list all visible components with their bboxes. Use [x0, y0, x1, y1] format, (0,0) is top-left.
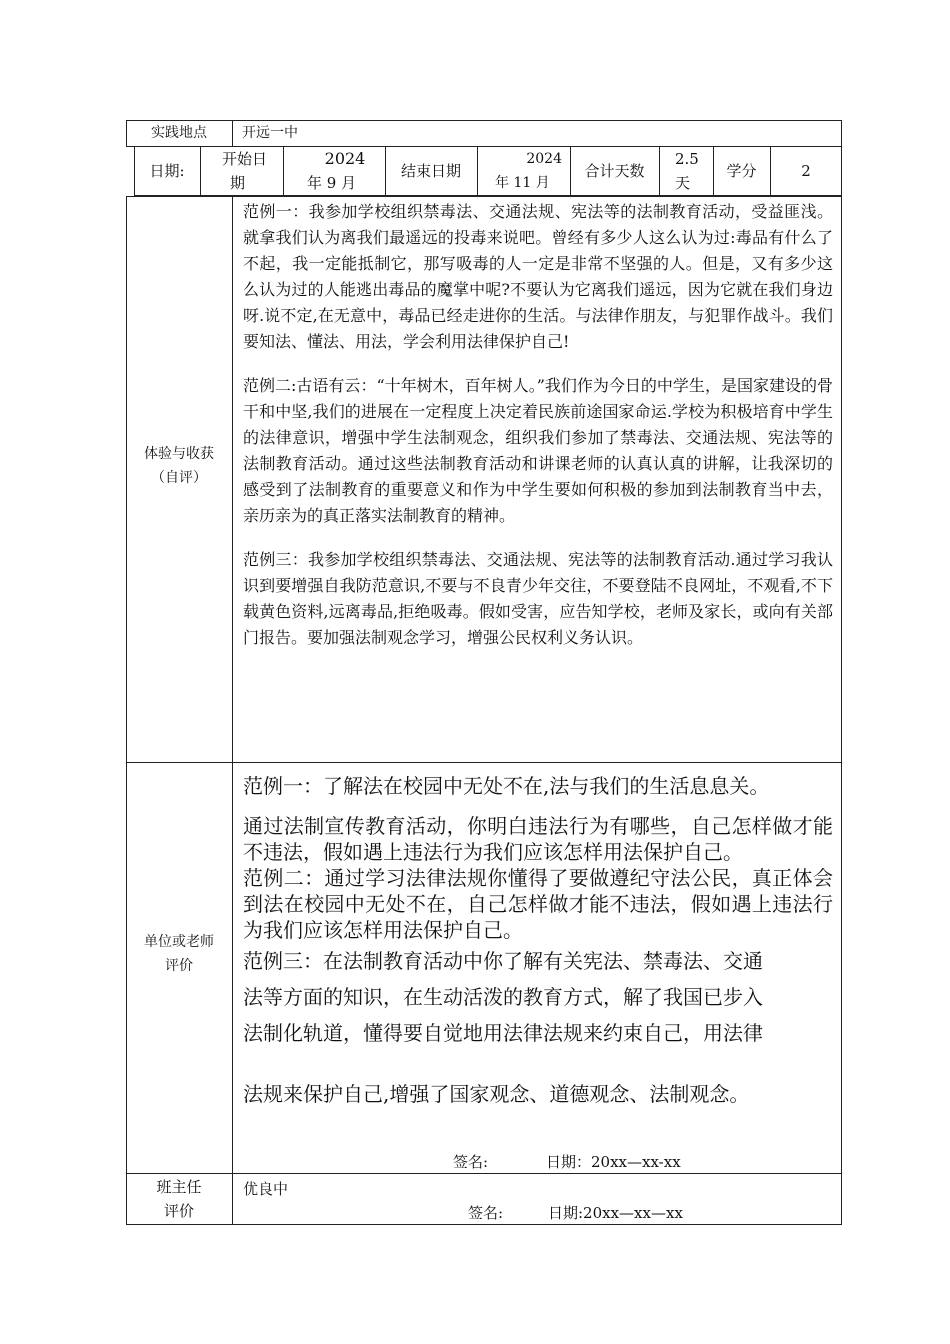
total-days-label: 合计天数: [584, 162, 645, 180]
start-date-label: 开始日 期: [221, 150, 267, 192]
teacher-signature-label: 签名:: [453, 1153, 489, 1171]
experience-example-2: 范例二:古语有云：“十年树木，百年树人。”我们作为今日的中学生，是国家建设的骨干和中坚,我们的进展在一定程度上决定着民族前途国家命运.学校为积极培育中学生的法律意识，增强中学生法制观念，组织我们参加了禁毒法、交通法规、宪法等的法制教育活动。通过这些法制教育活动和讲课老师的认真认真的讲解，让我深切的感受到了法制教育的重要意义和作为中学生要如何积极的参加到法制教育当中去，亲历亲为的真正落实法制教育的精神。: [243, 376, 833, 525]
experience-text: [243, 199, 833, 651]
end-date-value: 2024 年 11 月: [495, 151, 562, 191]
teacher-signature-date: 日期：20xx—xx-xx: [546, 1153, 681, 1171]
teacher-example-2: 范例二：通过学习法律法规你懂得了要做遵纪守法公民，真正体会到法在校园中无处不在，自己怎样做才能不违法，假如遇上违法行为我们应该怎样用法保护自己。: [243, 866, 833, 942]
experience-label: 体验与收获 （自评）: [144, 446, 214, 486]
end-date-label: 结束日期: [400, 162, 461, 180]
experience-example-1: 范例一：我参加学校组织禁毒法、交通法规、宪法等的法制教育活动，受益匪浅。就拿我们认为离我们最遥远的投毒来说吧。曾经有多少人这么认为过:毒品有什么了不起，我一定能抵制它，那写吸毒的人一定是非常不坚强的人。但是，又有多少这么认为过的人能逃出毒品的魔掌中呢?不要认为它离我们遥远，因为它就在我们身边呀.说不定,在无意中，毒品已经走进你的生活。与法律作朋友，与犯罪作战斗。我们要知法、懂法、用法，学会利用法律保护自己!: [243, 202, 833, 351]
credit-label: 学分: [726, 162, 757, 180]
total-days-value: 2.5 天: [675, 150, 699, 192]
credit-value: 2: [801, 162, 811, 180]
date-label: 日期:: [149, 162, 185, 180]
start-date-value: 2024 年 9 月: [307, 149, 366, 192]
head-teacher-label: 班主任 评价: [156, 1178, 202, 1220]
location-value: 开远一中: [242, 125, 298, 141]
teacher-eval-label: 单位或老师 评价: [144, 934, 214, 974]
experience-example-3: 范例三：我参加学校组织禁毒法、交通法规、宪法等的法制教育活动.通过学习我认识到要增强自我防范意识,不要与不良青少年交往，不要登陆不良网址，不观看,不下载黄色资料,远离毒品,拒绝吸毒。假如受害，应告知学校，老师及家长，或向有关部门报告。要加强法制观念学习，增强公民权利义务认识。: [243, 550, 833, 647]
head-teacher-grade: 优良中: [243, 1180, 289, 1198]
teacher-example-3-line-4: 法规来保护自己,增强了国家观念、道德观念、法制观念。: [243, 1082, 750, 1106]
teacher-example-3-line-1: 范例三：在法制教育活动中你了解有关宪法、禁毒法、交通: [243, 949, 763, 973]
location-label: 实践地点: [151, 125, 207, 141]
teacher-eval-text: [243, 773, 833, 1107]
location-row: [126, 120, 842, 147]
head-teacher-signature-date: 日期:20xx—xx—xx: [548, 1204, 683, 1222]
teacher-example-1-detail: 通过法制宣传教育活动，你明白违法行为有哪些，自己怎样做才能不违法，假如遇上违法行为我们应该怎样用法保护自己。: [243, 814, 833, 864]
teacher-example-3-line-3: 法制化轨道，懂得要自觉地用法律法规来约束自己，用法律: [243, 1021, 763, 1045]
teacher-example-1: 范例一：了解法在校园中无处不在,法与我们的生活息息关。: [243, 774, 770, 798]
head-teacher-signature-label: 签名:: [468, 1204, 504, 1222]
teacher-example-3-line-2: 法等方面的知识，在生动活泼的教育方式，解了我国已步入: [243, 985, 763, 1009]
